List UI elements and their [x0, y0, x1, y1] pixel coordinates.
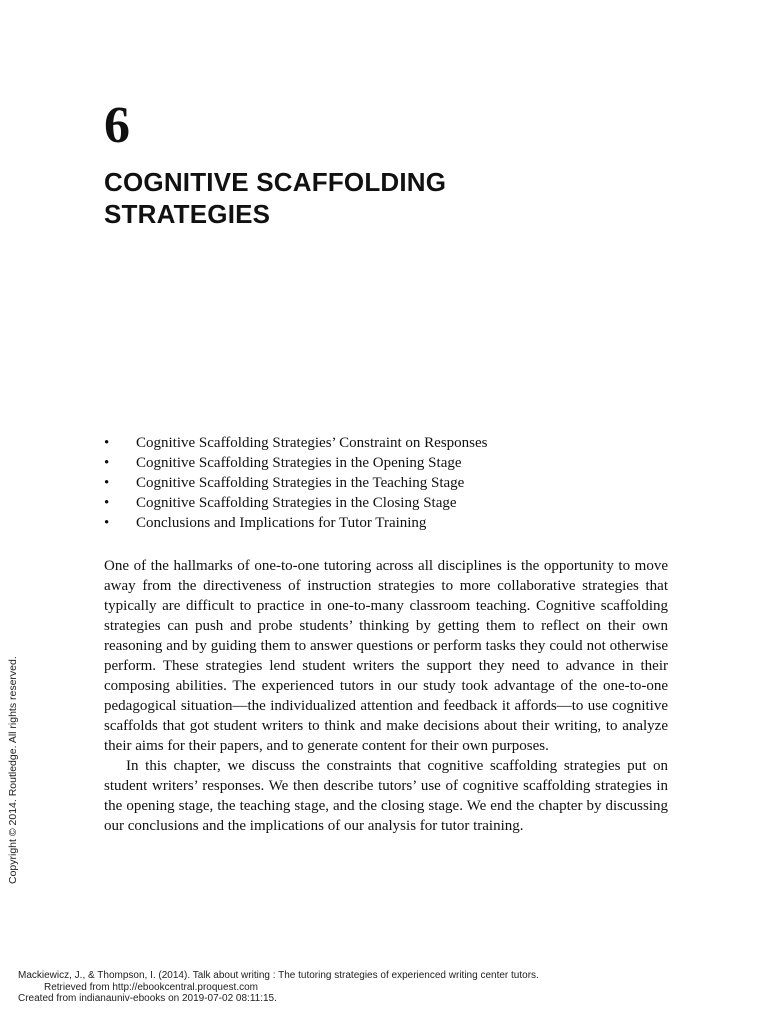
outline-item	[104, 493, 668, 513]
body-paragraph: One of the hallmarks of one-to-one tutoring across all disciplines is the opportunity to move away from the directiveness of instruction strategies to more collaborative strategies that typically are difficult to practice in one-to-many classroom teaching. Cognitive scaffolding strategies can push and probe students’ thinking by getting them to reflect on their own reasoning and by guiding them to answer questions or perform tasks they could not otherwise perform. These strategies lend student writers the support they need to advance in their composing abilities. The experienced tutors in our study took advantage of the one-to-one pedagogical situation—the individualized attention and feedback it affords—to use cognitive scaffolds that got student writers to think and make decisions about their writing, to analyze their aims for their papers, and to generate content for their own purposes.	[104, 558, 668, 754]
outline-item-text: Cognitive Scaffolding Strategies in the Opening Stage	[136, 455, 462, 471]
outline-item-text: Cognitive Scaffolding Strategies’ Constraint on Responses	[136, 435, 488, 451]
outline-item-text: Cognitive Scaffolding Strategies in the Closing Stage	[136, 495, 457, 511]
chapter-title-line: STRATEGIES	[104, 199, 271, 229]
chapter-body	[104, 556, 668, 836]
citation-created: Created from indianauniv-ebooks on 2019-07-02 08:11:15.	[18, 993, 277, 1004]
citation-reference: Mackiewicz, J., & Thompson, I. (2014). Talk about writing : The tutoring strategies of experienced writing center tutors.	[18, 970, 539, 981]
outline-item	[104, 473, 668, 493]
chapter-number: 6	[104, 97, 130, 154]
bullet-icon: •	[104, 515, 110, 531]
chapter-title	[104, 166, 624, 230]
outline-item	[104, 513, 668, 533]
outline-item	[104, 453, 668, 473]
chapter-title-line: COGNITIVE SCAFFOLDING	[104, 167, 447, 197]
body-paragraph: In this chapter, we discuss the constraints that cognitive scaffolding strategies put on student writers’ responses. We then describe tutors’ use of cognitive scaffolding strategies in the opening stage, the teaching stage, and the closing stage. We end the chapter by discussing our conclusions and the implications of our analysis for tutor training.	[104, 758, 668, 834]
citation-retrieved: Retrieved from http://ebookcentral.proquest.com	[44, 981, 258, 993]
bullet-icon: •	[104, 475, 110, 491]
copyright-notice: Copyright © 2014. Routledge. All rights reserved.	[7, 656, 19, 884]
outline-item-text: Conclusions and Implications for Tutor Training	[136, 515, 427, 531]
outline-item	[104, 433, 668, 453]
bullet-icon: •	[104, 495, 110, 511]
bullet-icon: •	[104, 455, 110, 471]
chapter-outline	[104, 433, 668, 533]
bullet-icon: •	[104, 435, 110, 451]
outline-item-text: Cognitive Scaffolding Strategies in the Teaching Stage	[136, 475, 465, 491]
source-citation	[18, 970, 758, 1005]
